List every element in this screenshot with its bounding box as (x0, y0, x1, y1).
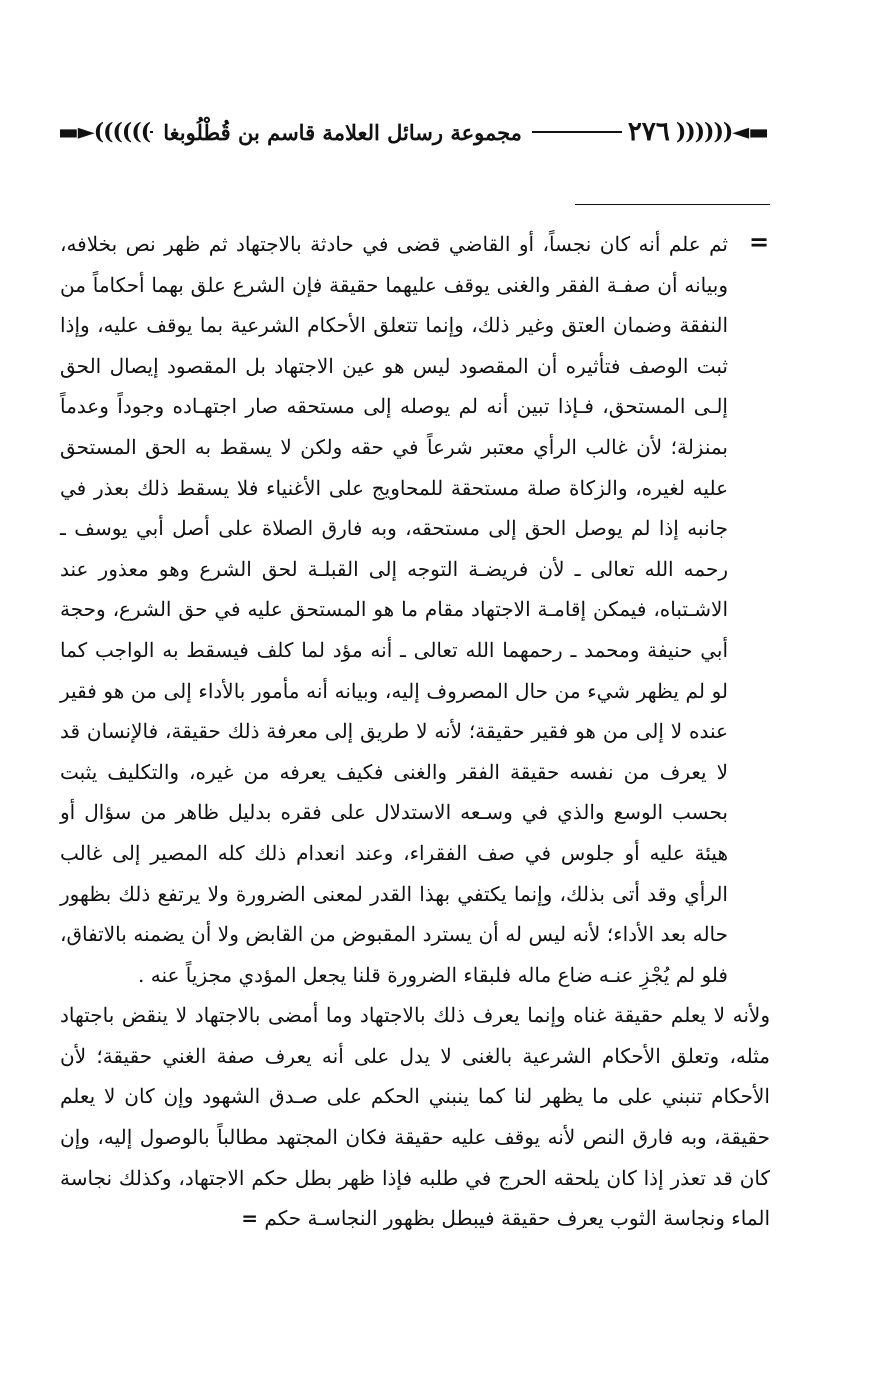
header-rule-left (150, 131, 153, 133)
paragraph-1: ثم علم أنه كان نجساً، أو القاضي قضى في حادثة بالاجتهاد ثم ظهر نص بخلافه، وبيانه أن صفـة الفقر والغنى يوقف عليهما حقيقة فإن الشرع علق بهما أحكاماً من النفقة وضمان العتق وغير ذلك، وإنما تتعلق الأحكام الشرعية بما يوقف عليه، وإذا ثبت الوصف فتأثيره أن المقصود ليس هو عين الاجتهاد بل المقصود إيصال الحق إلـى المستحق، فـإذا تبين أنه لم يوصله إلى مستحقه صار اجتهـاده وجوداً وعدماً بمنزلة؛ لأن غالب الرأي معتبر شرعاً في حقه ولكن لا يسقط به الحق المستحق عليه لغيره، والزكاة صلة مستحقة للمحاويج على الأغنياء فلا يسقط ذلك بعذر في جانبه إذا لم يوصل الحق إلى مستحقه، وبه فارق الصلاة على أصل أبي يوسف ـ رحمه الله تعالى ـ لأن فريضـة التوجه إلى القبلـة لحق الشرع وهو معذور عند الاشـتباه، فيمكن إقامـة الاجتهاد مقام ما هو المستحق عليه في حق الشرع، وحجة أبي حنيفة ومحمد ـ رحمهما الله تعالى ـ أنه مؤد لما كلف فيسقط به الواجب كما لو لم يظهر شيء من حال المصروف إليه، وبيانه أنه مأمور بالأداء إلى من هو فقير عنده لا إلى من هو فقير حقيقة؛ لأنه لا طريق إلى معرفة ذلك حقيقة، فالإنسان قد لا يعرف من نفسه حقيقة الفقر والغنى فكيف يعرفه من غيره، والتكليف يثبت بحسب الوسع والذي في وسـعه الاستدلال على فقره بدليل ظاهر من سؤال أو هيئة عليه أو جلوس في صف الفقراء، وعند انعدام ذلك كله المصير إلى غالب الرأي وقد أتى بذلك، وإنما يكتفي بهذا القدر لمعنى الضرورة ولا يرتفع ذلك بظهور حاله بعد الأداء؛ لأنه ليس له أن يسترد المقبوض من القابض ولا أن يضمنه بالاتفاق، فلو لم يُجْزِ عنـه ضاع ماله فلبقاء الضرورة قلنا يجعل المؤدي مجزياً عنه . (60, 232, 729, 987)
running-header (58, 112, 768, 152)
header-title: مجموعة رسائل العلامة قاسم بن قُطْلُوبغا (163, 119, 522, 145)
header-rule-right (532, 131, 622, 133)
header-ornament-right: ▬◄(((((( (675, 119, 768, 145)
paragraph-2 (60, 995, 770, 1239)
paragraph-2-text: ولأنه لا يعلم حقيقة غناه وإنما يعرف ذلك بالاجتهاد وما أمضى بالاجتهاد لا ينقض باجتهاد مثله، وتعلق الأحكام الشرعية بالغنى لا يدل على أنه يعرف صفة الغني حقيقة؛ لأن الأحكام تنبني على ما يظهر لنا كما ينبني الحكم على صـدق الشهود وإن كان لا يعلم حقيقة، وبه فارق النص لأنه يوقف عليه حقيقة فكان المجتهد مطالباً بالوصول إليه، وإن كان قد تعذر إذا كان يلحقه الحرج في طلبه فإذا ظهر بطل حكم الاجتهاد، وكذلك نجاسة الماء ونجاسة الثوب يعرف حقيقة فيبطل بظهور النجاسـة حكم (60, 1003, 770, 1231)
header-ornament-left: ))))))►▬ (58, 119, 151, 145)
page-number: ٢٧٦ (627, 117, 670, 147)
main-text (60, 224, 770, 1239)
continuation-mark: = (748, 227, 770, 256)
end-continuation-mark: = (241, 1206, 259, 1231)
separator-line (575, 204, 770, 205)
